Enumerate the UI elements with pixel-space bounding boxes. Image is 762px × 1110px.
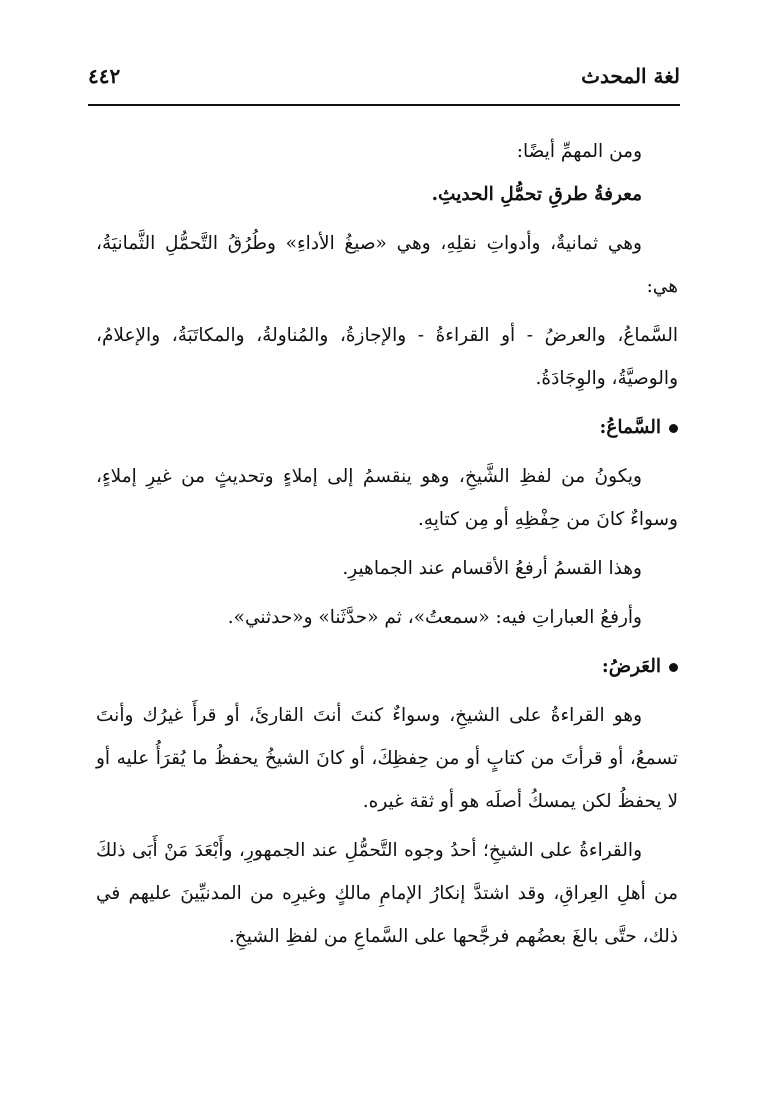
running-title: لغة المحدث xyxy=(581,64,680,88)
header-rule xyxy=(88,104,680,106)
heading-text: السَّماعُ: xyxy=(599,417,661,438)
bullet-icon xyxy=(669,663,678,672)
samaa-paragraph-1: ويكونُ من لفظِ الشَّيخِ، وهو ينقسمُ إلى إملاءٍ وتحديثٍ من غيرِ إملاءٍ، وسواءٌ كانَ من حِفْظِهِ أو مِن كتابِهِ. xyxy=(96,466,678,530)
section-heading-samaa xyxy=(96,406,678,449)
methods-paragraph: وهي ثمانيةٌ، وأدواتِ نقلِهِ، وهي «صيغُ الأداءِ» وطُرُقُ التَّحمُّلِ الثَّمانيَةُ، هي: xyxy=(96,233,678,297)
samaa-paragraph-3: وأرفعُ العباراتِ فيه: «سمعتُ»، ثم «حدَّثَنا» و«حدثني». xyxy=(227,607,642,628)
page-header xyxy=(88,58,680,98)
page-body xyxy=(96,130,678,964)
heading-text: العَرضُ: xyxy=(601,656,661,677)
page-number: ٤٤٢ xyxy=(88,64,121,88)
ard-paragraph-2: والقراءةُ على الشيخِ؛ أحدُ وجوه التَّحمُّلِ عند الجمهورِ، وأَبْعَدَ مَنْ أَبَى ذلكَ من أهلِ العِراقِ، وقد اشتدَّ إنكارُ الإمامِ مالكٍ وغيرِه من المدنيِّينَ عليهم في ذلك، حتَّى بالغَ بعضُهم فرجَّحها على السَّماعِ من لفظِ الشيخِ. xyxy=(96,840,678,947)
ard-paragraph-1: وهو القراءةُ على الشيخِ، وسواءٌ كنتَ أنتَ القارئَ، أو قرأَ غيرُك وأنتَ تسمعُ، أو قرأتَ من كتابٍ أو من حِفظِكَ، أو كانَ الشيخُ يحفظُ ما يُقرَأُ عليه أو لا يحفظُ لكن يمسكُ أصلَه هو أو ثقة غيره. xyxy=(96,705,678,812)
section-heading-ard xyxy=(96,645,678,688)
samaa-paragraph-2: وهذا القسمُ أرفعُ الأقسام عند الجماهيرِ. xyxy=(342,558,642,579)
bullet-icon xyxy=(669,424,678,433)
topic-line: معرفةُ طرقِ تحمُّلِ الحديثِ. xyxy=(431,184,642,205)
methods-list-paragraph: السَّماعُ، والعرضُ - أو القراءةُ - والإجازةُ، والمُناولةُ، والمكاتَبَةُ، والإعلامُ، والوصيَّةُ، والوِجَادَةُ. xyxy=(96,325,678,389)
intro-line: ومن المهمِّ أيضًا: xyxy=(516,141,642,162)
